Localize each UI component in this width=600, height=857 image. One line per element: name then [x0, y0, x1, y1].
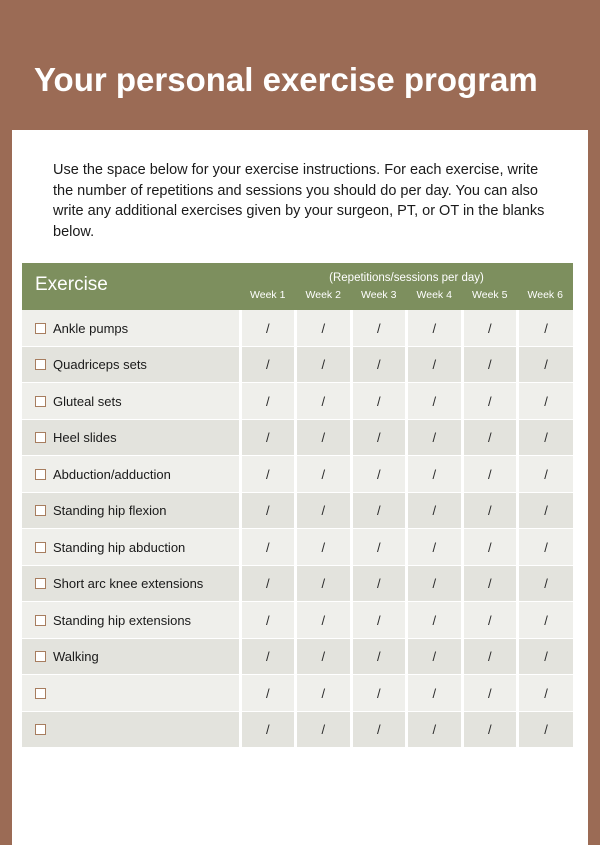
table-row: [22, 383, 573, 420]
exercise-name-cell: [22, 565, 240, 602]
week-entry-cell[interactable]: /: [351, 310, 407, 346]
week-entry-cell[interactable]: /: [462, 310, 518, 346]
exercise-name-inner: [35, 430, 238, 445]
exercise-name-inner: [35, 394, 238, 409]
column-header-week-2: Week 2: [305, 289, 341, 302]
week-entry-cell[interactable]: /: [407, 310, 463, 346]
checkbox-icon[interactable]: [35, 578, 46, 589]
column-header-week-5: Week 5: [472, 289, 508, 302]
week-entry-cell[interactable]: /: [407, 419, 463, 456]
table-head-row: [22, 263, 573, 310]
exercise-name-cell: [22, 529, 240, 566]
column-header-exercise: Exercise: [22, 263, 240, 310]
table-row: [22, 456, 573, 493]
week-entry-cell[interactable]: /: [518, 565, 574, 602]
exercise-name-cell: [22, 602, 240, 639]
week-entry-cell[interactable]: /: [351, 529, 407, 566]
exercise-table: [22, 263, 573, 748]
table-row: [22, 492, 573, 529]
week-entry-cell[interactable]: /: [296, 711, 352, 748]
page-header-band: [0, 30, 600, 130]
week-entry-cell[interactable]: /: [518, 602, 574, 639]
exercise-name-inner: [35, 613, 238, 628]
week-entry-cell[interactable]: /: [240, 456, 296, 493]
week-entry-cell[interactable]: /: [240, 711, 296, 748]
intro-paragraph: Use the space below for your exercise instructions. For each exercise, write the number of repetitions and sessions you should do per day. You can also write any additional exercises given by your surgeon, PT, or OT in the blanks below.: [53, 162, 545, 240]
checkbox-icon[interactable]: [35, 323, 46, 334]
week-entry-cell[interactable]: /: [462, 492, 518, 529]
column-header-week-1: Week 1: [250, 289, 286, 302]
exercise-name-label: Heel slides: [53, 430, 117, 446]
week-entry-cell[interactable]: /: [518, 675, 574, 712]
week-entry-cell[interactable]: /: [518, 310, 574, 346]
exercise-name-cell: [22, 346, 240, 383]
week-entry-cell[interactable]: /: [462, 565, 518, 602]
reps-group-title: (Repetitions/sessions per day): [329, 272, 484, 285]
week-entry-cell[interactable]: /: [351, 383, 407, 420]
week-entry-cell[interactable]: /: [407, 456, 463, 493]
week-entry-cell[interactable]: /: [351, 456, 407, 493]
week-entry-cell[interactable]: /: [296, 346, 352, 383]
week-entry-cell[interactable]: /: [296, 529, 352, 566]
column-header-reps-group: [240, 263, 573, 310]
week-entry-cell[interactable]: /: [296, 638, 352, 675]
table-row: [22, 310, 573, 346]
checkbox-icon[interactable]: [35, 688, 46, 699]
exercise-name-label: Standing hip flexion: [53, 503, 167, 519]
week-entry-cell[interactable]: /: [240, 602, 296, 639]
week-entry-cell[interactable]: /: [462, 419, 518, 456]
exercise-name-cell: [22, 675, 240, 712]
week-entry-cell[interactable]: /: [407, 383, 463, 420]
checkbox-icon[interactable]: [35, 396, 46, 407]
table-row: [22, 602, 573, 639]
week-entry-cell[interactable]: /: [240, 638, 296, 675]
week-entry-cell[interactable]: /: [240, 383, 296, 420]
week-entry-cell[interactable]: /: [518, 711, 574, 748]
week-entry-cell[interactable]: /: [296, 492, 352, 529]
exercise-name-label: Abduction/adduction: [53, 466, 171, 482]
table-row: [22, 529, 573, 566]
week-entry-cell[interactable]: /: [407, 638, 463, 675]
checkbox-icon[interactable]: [35, 542, 46, 553]
week-entry-cell[interactable]: /: [296, 310, 352, 346]
week-entry-cell[interactable]: /: [462, 346, 518, 383]
week-entry-cell[interactable]: /: [296, 419, 352, 456]
week-entry-cell[interactable]: /: [518, 346, 574, 383]
week-entry-cell[interactable]: /: [462, 675, 518, 712]
table-row: [22, 675, 573, 712]
week-header-row: [240, 289, 573, 310]
week-entry-cell[interactable]: /: [518, 419, 574, 456]
week-entry-cell[interactable]: /: [351, 346, 407, 383]
checkbox-icon[interactable]: [35, 469, 46, 480]
week-entry-cell[interactable]: /: [296, 456, 352, 493]
exercise-name-cell: [22, 310, 240, 346]
exercise-name-inner: [35, 503, 238, 518]
exercise-name-label: Ankle pumps: [53, 320, 129, 336]
week-entry-cell[interactable]: /: [462, 638, 518, 675]
table-row: [22, 711, 573, 748]
exercise-name-inner: [35, 649, 238, 664]
table-head: [22, 263, 573, 310]
week-entry-cell[interactable]: /: [240, 675, 296, 712]
checkbox-icon[interactable]: [35, 505, 46, 516]
week-entry-cell[interactable]: /: [407, 675, 463, 712]
week-entry-cell[interactable]: /: [296, 675, 352, 712]
week-entry-cell[interactable]: /: [351, 602, 407, 639]
week-entry-cell[interactable]: /: [240, 565, 296, 602]
document-body: [12, 130, 588, 845]
exercise-name-inner: [35, 467, 238, 482]
exercise-name-cell: [22, 711, 240, 748]
week-entry-cell[interactable]: /: [462, 711, 518, 748]
week-entry-cell[interactable]: /: [518, 383, 574, 420]
week-entry-cell[interactable]: /: [240, 310, 296, 346]
table-body: [22, 310, 573, 748]
exercise-name-label: Standing hip extensions: [53, 612, 192, 628]
week-entry-cell[interactable]: /: [351, 638, 407, 675]
exercise-name-label: Standing hip abduction: [53, 539, 186, 555]
checkbox-icon[interactable]: [35, 651, 46, 662]
week-entry-cell[interactable]: /: [518, 638, 574, 675]
week-entry-cell[interactable]: /: [407, 529, 463, 566]
exercise-name-inner: [35, 321, 238, 336]
week-entry-cell[interactable]: /: [462, 529, 518, 566]
table-row: [22, 638, 573, 675]
exercise-name-label: Short arc knee extensions: [53, 576, 204, 592]
table-row: [22, 565, 573, 602]
exercise-name-inner: [35, 576, 238, 591]
table-row: [22, 419, 573, 456]
column-header-week-4: Week 4: [416, 289, 452, 302]
column-header-week-6: Week 6: [527, 289, 563, 302]
exercise-name-cell: [22, 419, 240, 456]
week-entry-cell[interactable]: /: [240, 419, 296, 456]
page-title: Your personal exercise program: [34, 60, 538, 98]
week-entry-cell[interactable]: /: [240, 492, 296, 529]
column-header-week-3: Week 3: [361, 289, 397, 302]
week-entry-cell[interactable]: /: [351, 419, 407, 456]
week-entry-cell[interactable]: /: [240, 346, 296, 383]
exercise-name-cell: [22, 456, 240, 493]
exercise-name-inner: [35, 357, 238, 372]
week-entry-cell[interactable]: /: [407, 346, 463, 383]
week-entry-cell[interactable]: /: [351, 492, 407, 529]
exercise-name-label: Gluteal sets: [53, 393, 122, 409]
week-entry-cell[interactable]: /: [462, 456, 518, 493]
week-entry-cell[interactable]: /: [462, 602, 518, 639]
week-entry-cell[interactable]: /: [296, 565, 352, 602]
exercise-table-wrapper: [22, 263, 573, 748]
checkbox-icon[interactable]: [35, 359, 46, 370]
exercise-name-label: Quadriceps sets: [53, 357, 147, 373]
week-entry-cell[interactable]: /: [296, 602, 352, 639]
table-row: [22, 346, 573, 383]
exercise-name-inner: [35, 724, 238, 735]
week-entry-cell[interactable]: /: [407, 492, 463, 529]
week-entry-cell[interactable]: /: [296, 383, 352, 420]
week-entry-cell[interactable]: /: [351, 565, 407, 602]
exercise-name-cell: [22, 492, 240, 529]
week-entry-cell[interactable]: /: [351, 711, 407, 748]
exercise-name-inner: [35, 540, 238, 555]
exercise-name-cell: [22, 638, 240, 675]
week-entry-cell[interactable]: /: [407, 711, 463, 748]
week-entry-cell[interactable]: /: [407, 565, 463, 602]
week-entry-cell[interactable]: /: [518, 492, 574, 529]
week-entry-cell[interactable]: /: [240, 529, 296, 566]
week-entry-cell[interactable]: /: [351, 675, 407, 712]
checkbox-icon[interactable]: [35, 432, 46, 443]
week-entry-cell[interactable]: /: [518, 456, 574, 493]
exercise-name-cell: [22, 383, 240, 420]
week-entry-cell[interactable]: /: [518, 529, 574, 566]
exercise-name-inner: [35, 688, 238, 699]
week-entry-cell[interactable]: /: [462, 383, 518, 420]
week-entry-cell[interactable]: /: [407, 602, 463, 639]
exercise-name-label: Walking: [53, 649, 99, 665]
checkbox-icon[interactable]: [35, 615, 46, 626]
checkbox-icon[interactable]: [35, 724, 46, 735]
